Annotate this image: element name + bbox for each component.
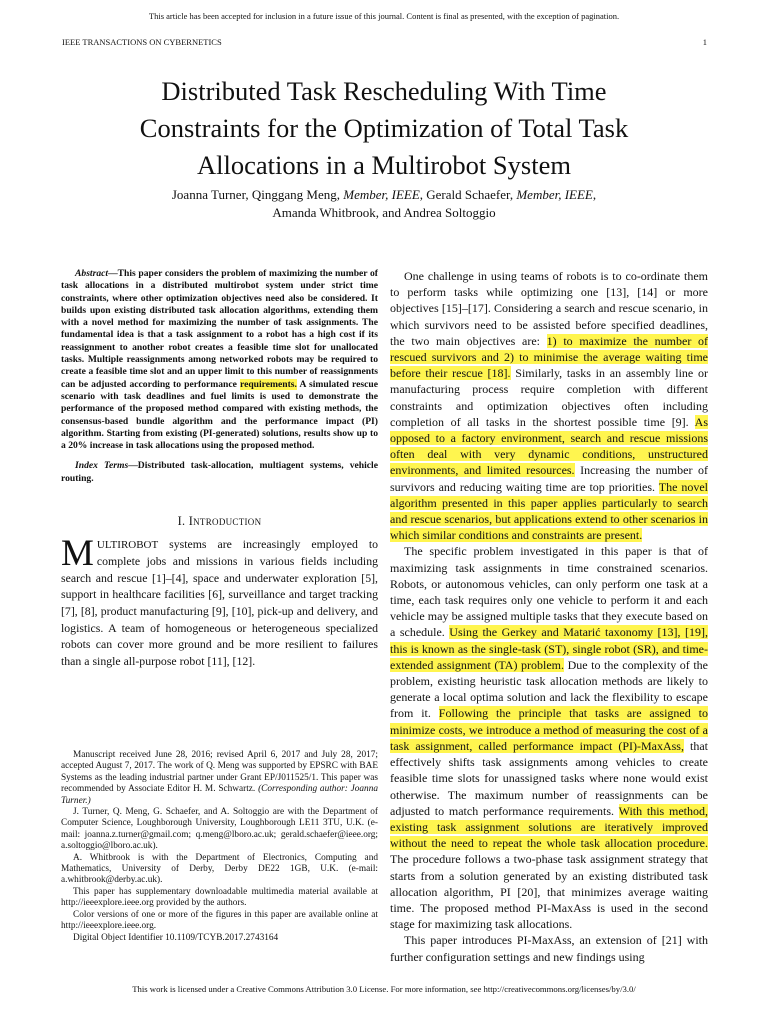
- right-column: [390, 268, 708, 965]
- abstract-text-b: A simulated rescue scenario with task deadlines and fuel limits is used to demonstrate the performance of the proposed method compared with existing methods, the consensus-based bundle algorithm and the performance impact (PI) algorithm. Starting from existing (PI-generated) solutions, results show up to a 20% increase in task allocations using the proposed method.: [61, 378, 378, 452]
- page-number: 1: [702, 37, 707, 47]
- highlighted-text: Using the Gerkey and Matarić taxonomy [13], [19], this is known as the single-task (ST), single robot (SR), and time-extended assignment (TA) problem.: [390, 625, 708, 672]
- highlighted-text: With this method, existing task assignment solutions are iteratively improved without the need to repeat the whole task allocation procedure.: [390, 803, 708, 851]
- abstract-lead: Abstract: [75, 268, 109, 279]
- author-list: [40, 186, 728, 221]
- footnotes: [61, 750, 378, 944]
- body-text: Similarly, tasks in an assembly line or manufacturing process require completion with different constraints and optimization objectives often including completion of all tasks in the shortest possible time [9].: [390, 366, 708, 429]
- section-heading: [61, 513, 378, 530]
- body-text: Increasing the number of survivors and reducing waiting time are top priorities.: [390, 463, 708, 494]
- member-title-2: Member, IEEE: [516, 187, 593, 202]
- section-number: I.: [177, 514, 189, 529]
- running-head: [62, 37, 707, 47]
- journal-name: IEEE TRANSACTIONS ON CYBERNETICS: [62, 37, 222, 47]
- section-title: Introduction: [188, 514, 262, 529]
- abstract-highlight: requirements.: [239, 378, 297, 390]
- acceptance-notice: This article has been accepted for inclusion in a future issue of this journal. Content is final as presented, with the exception of pagination.: [148, 11, 620, 21]
- body-text: that effectively shifts task assignments among vehicles to create feasible time slots for unassigned tasks where none would exist otherwise. The maximum number of reassignments can be adjusted to match performance requirements.: [390, 738, 708, 818]
- abstract-text-a: —This paper considers the problem of maximizing the number of task allocations in a distributed multirobot system under strict time constraints, where other optimization objectives need also be considered. It builds upon existing distributed task allocation algorithms, extending them with a novel method for maximizing the number of task assignments. The fundamental idea is that a task assignment to a robot has a high cost if its reassignment to another robot creates a feasible time slot for unallocated tasks. Multiple reassignments among networked robots may be required to create a feasible time slot and an upper limit to this number of reassignments can be adjusted according to performance: [61, 268, 378, 390]
- authors-line1-c: ,: [592, 187, 597, 202]
- title-line-3: Allocations in a Multirobot System: [197, 150, 571, 180]
- authors-line2: Amanda Whitbrook, and Andrea Soltoggio: [272, 204, 496, 220]
- left-column: [61, 268, 378, 669]
- license-notice: This work is licensed under a Creative Commons Attribution 3.0 License. For more information, see http://creativecommons.org/licenses/by/3.0/: [132, 984, 636, 994]
- authors-line1-b: , Gerald Schaefer,: [419, 187, 517, 202]
- highlighted-text: The novel algorithm presented in this paper applies particularly to search and rescue scenarios, but applications extend to other scenarios in which similar conditions and constraints are present.: [390, 479, 708, 543]
- body-paragraph-3: This paper introduces PI-MaxAss, an extension of [21] with further configuration settings and new findings using: [390, 933, 708, 964]
- body-text: The specific problem investigated in this paper is that of maximizing task assignments in time constrained scenarios. Robots, or autonomous vehicles, can only perform one task at a time, each task requires only one vehicle to perform it and each vehicle may be assigned multiple tasks that they execute based on a schedule.: [390, 544, 708, 640]
- highlighted-text: As opposed to a factory environment, search and rescue missions often deal with very dynamic conditions, unstructured environments, and limited resources.: [390, 414, 708, 478]
- intro-paragraph: [61, 532, 378, 670]
- footnote-received: Manuscript received June 28, 2016; revised April 6, 2017 and July 28, 2017; accepted August 7, 2017. The work of Q. Meng was supported by EPSRC with BAE Systems as the leading industrial partner under Grant EP/J011525/1. This paper was recommended by Associate Editor H. M. Schwartz. (Corresponding author: Joanna Turner.): [61, 750, 379, 806]
- authors-line1-a: Joanna Turner, Qinggang Meng,: [171, 187, 344, 202]
- footnote-affiliation-2: A. Whitbrook is with the Department of Electronics, Computing and Mathematics, University of Derby, Derby DE22 1GB, U.K. (e-mail: a.whitbrook@derby.ac.uk).: [61, 852, 378, 886]
- drop-cap: M: [61, 532, 94, 574]
- footnote-supplementary: This paper has supplementary downloadable multimedia material available at http://ieeexplore.ieee.org provided by the authors.: [61, 886, 378, 909]
- intro-text: systems are increasingly employed to complete jobs and missions in various fields including search and rescue [1]–[4], space and underwater exploration [5], support in healthcare facilities [6], surveillance and target tracking [7], [8], product manufacturing [9], [10], pick-up and delivery, and logistics. A team of homogeneous or heterogeneous specialized robots can cover more ground and be more resilient to failures than a single all-purpose robot [11], [12].: [61, 536, 378, 668]
- body-paragraph-2: [390, 543, 708, 932]
- footnote-color: Color versions of one or more of the figures in this paper are available online at http://ieeexplore.ieee.org.: [61, 909, 378, 932]
- title-line-1: Distributed Task Rescheduling With Time: [161, 76, 607, 106]
- title-line-2: Constraints for the Optimization of Total Task: [139, 113, 629, 143]
- index-terms-lead: Index Terms: [75, 460, 129, 472]
- abstract: [61, 268, 378, 452]
- intro-caps: ULTIROBOT: [96, 538, 159, 551]
- footnote-doi: Digital Object Identifier 10.1109/TCYB.2017.2743164: [73, 932, 279, 943]
- highlighted-text: 1) to maximize the number of rescued survivors and 2) to minimise the average waiting time before their rescue [18].: [390, 333, 708, 381]
- footnote-affiliation-1: J. Turner, Q. Meng, G. Schaefer, and A. Soltoggio are with the Department of Computer Science, Loughborough University, Loughborough LE11 3TU, U.K. (e-mail: joanna.z.turner@gmail.com; q.meng@lboro.ac.uk; gerald.schaefer@ieee.org; a.soltoggio@lboro.ac.uk).: [61, 807, 378, 852]
- index-terms-text: —Distributed task-allocation, multiagent systems, vehicle routing.: [61, 460, 378, 484]
- body-text: One challenge in using teams of robots is to co-ordinate them to perform tasks while optimizing one [13], [14] or more objectives [15]–[17]. Considering a search and rescue scenario, in which survivors need to be assisted before specified deadlines, the two main objectives are:: [390, 269, 708, 348]
- paper-title: [40, 73, 728, 184]
- body-paragraph-1: [390, 268, 708, 543]
- highlighted-text: Following the principle that tasks are assigned to minimize costs, we introduce a method of measuring the cost of a task assignment, called performance impact (PI)-MaxAss,: [390, 706, 708, 753]
- index-terms: [61, 460, 378, 485]
- member-title-1: Member, IEEE: [343, 187, 420, 202]
- footnote-corresponding: (Corresponding author: Joanna Turner.): [61, 784, 379, 806]
- body-text: Due to the complexity of the problem, existing heuristic task allocation methods are likely to generate a local optima solution and lack the flexibility to escape from it.: [390, 657, 709, 721]
- body-text: The procedure follows a two-phase task assignment strategy that starts from a solution generated by an existing distributed task allocation algorithm, PI [20], that minimizes average waiting time. The proposed method PI-MaxAss is used in the second stage for maximizing task allocations.: [390, 852, 708, 932]
